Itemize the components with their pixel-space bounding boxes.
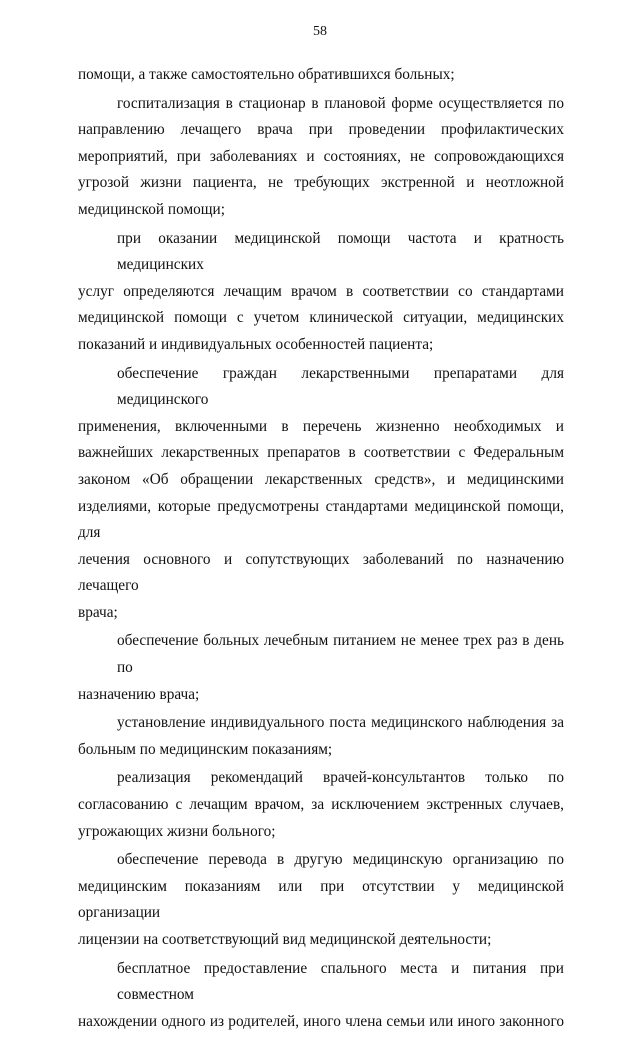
paragraph xyxy=(78,226,564,359)
text-line: бесплатное предоставление спального места и питания при совместном xyxy=(117,959,564,1004)
text-line: изделиями, которые предусмотрены стандартами медицинской помощи, для xyxy=(78,497,564,542)
paragraph xyxy=(78,765,564,845)
text-line: врача; xyxy=(78,603,118,621)
text-line: угрозой жизни пациента, не требующих экстренной и неотложной xyxy=(78,174,564,192)
text-line: помощи, а также самостоятельно обратившихся больных; xyxy=(78,66,455,83)
text-line: лицензии на соответствующий вид медицинской деятельности; xyxy=(78,931,492,948)
text-line: медицинской помощи с учетом клинической ситуации, медицинских xyxy=(78,309,564,327)
text-line: законом «Об обращении лекарственных средств», и медицинскими xyxy=(78,470,564,488)
paragraph xyxy=(78,62,564,89)
text-line: медицинским показаниям или при отсутствии у медицинской организации xyxy=(78,877,564,922)
paragraph xyxy=(78,91,564,224)
text-line: угрожающих жизни больного; xyxy=(78,822,276,840)
paragraph xyxy=(78,361,564,627)
text-line: применения, включенными в перечень жизненно необходимых и xyxy=(78,417,564,435)
text-line: установление индивидуального поста медицинского наблюдения за xyxy=(117,714,564,732)
text-line: обеспечение больных лечебным питанием не менее трех раз в день по xyxy=(117,632,564,677)
text-line: реализация рекомендаций врачей-консультантов только по xyxy=(117,769,564,787)
paragraph xyxy=(78,847,564,953)
paragraph xyxy=(78,710,564,763)
text-line: важнейших лекарственных препаратов в соответствии с Федеральным xyxy=(78,444,564,462)
paragraph xyxy=(78,956,564,1036)
text-line: обеспечение перевода в другую медицинскую организацию по xyxy=(117,851,564,869)
text-line: показаний и индивидуальных особенностей пациента; xyxy=(78,335,434,353)
text-line: при оказании медицинской помощи частота и кратность медицинских xyxy=(117,229,564,274)
text-line: госпитализация в стационар в плановой форме осуществляется по xyxy=(117,94,564,112)
text-line: обеспечение граждан лекарственными препаратами для медицинского xyxy=(117,364,564,409)
text-line: назначению врача; xyxy=(78,685,200,703)
text-line: мероприятий, при заболеваниях и состояниях, не сопровождающихся xyxy=(78,147,564,165)
page-number: 58 xyxy=(313,24,327,39)
text-line: медицинской помощи; xyxy=(78,200,225,218)
paragraph xyxy=(78,628,564,708)
text-line: больным по медицинским показаниям; xyxy=(78,740,333,758)
document-body xyxy=(78,62,564,1037)
text-line: согласованию с лечащим врачом, за исключением экстренных случаев, xyxy=(78,796,564,814)
text-line: лечения основного и сопутствующих заболеваний по назначению лечащего xyxy=(78,550,564,595)
text-line: нахождении одного из родителей, иного члена семьи или иного законного xyxy=(78,1012,564,1030)
text-line: направлению лечащего врача при проведении профилактических xyxy=(78,121,564,139)
text-line: услуг определяются лечащим врачом в соответствии со стандартами xyxy=(78,282,564,300)
